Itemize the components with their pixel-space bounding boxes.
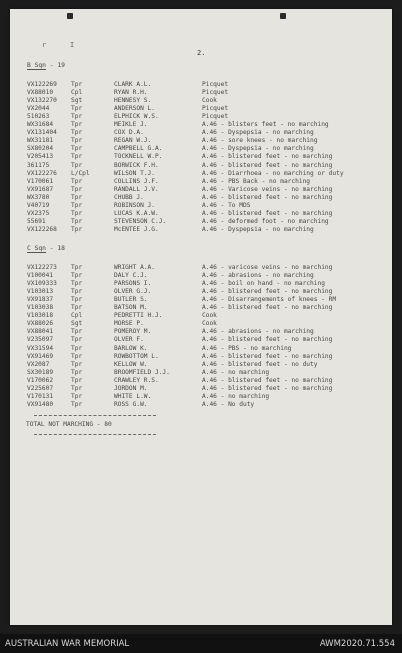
roll-entry <box>10 153 392 161</box>
rank: Cpl <box>71 89 83 97</box>
roll-entry <box>10 162 392 170</box>
rank: Tpr <box>71 153 83 161</box>
service-number: VX109333 <box>27 280 57 288</box>
punch-hole <box>280 13 286 19</box>
soldier-name: CLARK A.L. <box>114 81 152 88</box>
soldier-name: OLVER G.J. <box>114 288 152 296</box>
soldier-name: DALY C.J. <box>114 272 148 280</box>
service-number: 361175 <box>27 161 50 169</box>
status-note: A.46 - Diarrhoea - no marching or duty <box>202 169 344 177</box>
rank: Tpr <box>71 296 83 304</box>
page-number: 2. <box>197 49 206 57</box>
b-squadron-heading <box>27 62 65 69</box>
status-note: A.46 - blistered feet - no marching <box>202 352 333 360</box>
soldier-name: HENNESY S. <box>114 97 152 105</box>
soldier-name: OLVER F. <box>114 336 144 344</box>
total-rule-bottom <box>34 434 156 435</box>
rank: Tpr <box>71 137 83 145</box>
rank: Tpr <box>71 113 83 121</box>
rank: Tpr <box>71 304 83 312</box>
soldier-name: BORWICK F.H. <box>114 161 159 169</box>
roll-entry <box>10 218 392 226</box>
soldier-name: ROWBOTTOM L. <box>114 352 159 360</box>
rank: Tpr <box>71 121 83 129</box>
status-note: A.46 - no marching <box>202 368 270 376</box>
status-note: A.46 - PBS Back - no marching <box>202 177 311 185</box>
rank: Tpr <box>71 328 83 336</box>
service-number: VX2087 <box>27 360 50 368</box>
status-note: A.46 - blistered feet - no duty <box>202 360 318 368</box>
margin-mark: I <box>70 41 75 49</box>
status-note: Cook <box>202 312 217 320</box>
rank: Tpr <box>71 280 83 288</box>
soldier-name: ANDERSON L. <box>114 105 155 113</box>
soldier-name: CHUBB J. <box>114 193 144 201</box>
institution-credit: AUSTRALIAN WAR MEMORIAL <box>5 639 130 649</box>
soldier-name: LUCAS K.A.W. <box>114 209 159 217</box>
soldier-name: KELLOW W. <box>114 360 148 368</box>
total-rule-top <box>34 415 156 416</box>
status-note: Picquet <box>202 89 229 97</box>
service-number: V100041 <box>27 272 54 280</box>
service-number: WX3780 <box>27 193 50 201</box>
roll-entry <box>10 304 392 312</box>
rank: Tpr <box>71 264 83 271</box>
roll-entry <box>10 97 392 105</box>
service-number: V225607 <box>27 384 54 392</box>
status-note: A.46 - Dyspepsia - no marching <box>202 145 314 153</box>
rank: Tpr <box>71 81 83 88</box>
service-number: VX88041 <box>27 328 54 336</box>
status-note: Picquet <box>202 81 229 88</box>
soldier-name: MORSE P. <box>114 320 144 328</box>
rank: Tpr <box>71 209 83 217</box>
service-number: 55691 <box>27 217 46 225</box>
soldier-name: BATSON M. <box>114 304 148 312</box>
soldier-name: REGAN W.J. <box>114 137 152 145</box>
roll-entry <box>10 272 392 280</box>
roll-entry <box>10 145 392 153</box>
service-number: WX31684 <box>27 121 54 129</box>
accession-number: AWM2020.71.554 <box>319 639 395 649</box>
footer-bar <box>0 634 402 653</box>
roll-entry <box>10 320 392 328</box>
status-note: A.46 - blisters feet - no marching <box>202 121 329 129</box>
roll-entry <box>10 385 392 393</box>
status-note: A.46 - blistered feet - no marching <box>202 161 333 169</box>
roll-entry <box>10 129 392 137</box>
service-number: VX91469 <box>27 352 54 360</box>
rank: Tpr <box>71 400 83 408</box>
margin-mark: r <box>42 41 47 49</box>
soldier-name: CAMPBELL G.A. <box>114 145 163 153</box>
rank: L/Cpl <box>71 169 90 177</box>
status-note: A.46 - no marching <box>202 392 270 400</box>
soldier-name: CRAWLEY R.S. <box>114 376 159 384</box>
soldier-name: BARLOW K. <box>114 344 148 352</box>
soldier-name: MEIKLE J. <box>114 121 148 129</box>
roll-entry <box>10 296 392 304</box>
soldier-name: WHITE L.W. <box>114 392 152 400</box>
roll-entry <box>10 105 392 113</box>
rank: Tpr <box>71 145 83 153</box>
c-squadron-heading <box>27 245 65 252</box>
rank: Tpr <box>71 336 83 344</box>
c-squadron-label: C Sqn <box>27 245 46 252</box>
status-note: A.46 - abrasions - no marching <box>202 272 314 280</box>
rank: Tpr <box>71 105 83 113</box>
status-note: A.46 - blistered feet - no marching <box>202 193 333 201</box>
rank: Tpr <box>71 352 83 360</box>
service-number: VX88026 <box>27 320 54 328</box>
soldier-name: POMEROY M. <box>114 328 152 336</box>
status-note: A.46 - blistered feet - no marching <box>202 304 333 312</box>
service-number: V170062 <box>27 376 54 384</box>
soldier-name: PARSONS I. <box>114 280 152 288</box>
status-note: A.46 - blistered feet - no marching <box>202 288 333 296</box>
roll-entry <box>10 361 392 369</box>
status-note: A.46 - blistered feet - no marching <box>202 153 333 161</box>
service-number: VX132270 <box>27 97 57 105</box>
service-number: V103038 <box>27 304 54 312</box>
punch-hole <box>67 13 73 19</box>
roll-entry <box>10 194 392 202</box>
roll-entry <box>10 328 392 336</box>
service-number: V40719 <box>27 201 50 209</box>
service-number: WX31181 <box>27 137 54 145</box>
rank: Tpr <box>71 288 83 296</box>
rank: Tpr <box>71 225 83 233</box>
status-note: A.46 - Dyspepsia - no marching <box>202 225 314 233</box>
roll-entry <box>10 89 392 97</box>
rank: Tpr <box>71 129 83 137</box>
rank: Tpr <box>71 217 83 225</box>
rank: Cpl <box>71 312 83 320</box>
roll-entry <box>10 369 392 377</box>
soldier-name: BROOMFIELD J.J. <box>114 368 170 376</box>
service-number: VX131404 <box>27 129 57 137</box>
roll-entry <box>10 377 392 385</box>
service-number: V103013 <box>27 288 54 296</box>
service-number: V170131 <box>27 392 54 400</box>
service-number: VX2044 <box>27 105 50 113</box>
soldier-name: PEDRETTI H.J. <box>114 312 163 320</box>
service-number: VX122273 <box>27 264 57 271</box>
rank: Tpr <box>71 185 83 193</box>
soldier-name: COX D.A. <box>114 129 144 137</box>
status-note: A.46 - abrasions - no marching <box>202 328 314 336</box>
b-squadron-label: B Sqn <box>27 62 46 69</box>
status-note: A.46 - blistered feet - no marching <box>202 376 333 384</box>
soldier-name: JORDON M. <box>114 384 148 392</box>
status-note: Picquet <box>202 113 229 121</box>
service-number: V103018 <box>27 312 54 320</box>
c-squadron-count: - 18 <box>49 245 65 252</box>
soldier-name: ROBINSON J. <box>114 201 155 209</box>
service-number: SX30189 <box>27 368 54 376</box>
rank: Tpr <box>71 368 83 376</box>
status-note: A.46 - Dyspepsia - no marching <box>202 129 314 137</box>
rank: Tpr <box>71 201 83 209</box>
soldier-name: ROSS G.W. <box>114 400 148 408</box>
rank: Tpr <box>71 193 83 201</box>
roll-entry <box>10 288 392 296</box>
status-note: A.46 - To MDS <box>202 201 251 209</box>
service-number: V170061 <box>27 177 54 185</box>
status-note: A.46 - PBS - no marching <box>202 344 292 352</box>
status-note: A.46 - blistered feet - no marching <box>202 384 333 392</box>
status-note: A.46 - Varicose veins - no marching <box>202 185 333 193</box>
status-note: Cook <box>202 320 217 328</box>
roll-entry <box>10 81 392 89</box>
service-number: VX122276 <box>27 169 57 177</box>
soldier-name: ELPHICK W.S. <box>114 113 159 121</box>
b-squadron-count: - 19 <box>49 62 65 69</box>
status-note: Cook <box>202 97 217 105</box>
service-number: VX91687 <box>27 185 54 193</box>
roll-entry <box>10 264 392 272</box>
roll-entry <box>10 312 392 320</box>
soldier-name: BUTLER S. <box>114 296 148 304</box>
status-note: A.46 - Disarrangements of knees - RM <box>202 296 337 304</box>
rank: Tpr <box>71 392 83 400</box>
status-note: A.46 - blistered feet - no marching <box>202 336 333 344</box>
soldier-name: RANDALL J.V. <box>114 185 159 193</box>
soldier-name: STEVENSON C.J. <box>114 217 167 225</box>
service-number: VX122269 <box>27 81 57 88</box>
service-number: VX122268 <box>27 225 57 233</box>
document-page <box>10 9 392 625</box>
rank: Sgt <box>71 320 83 328</box>
rank: Tpr <box>71 376 83 384</box>
roll-entry <box>10 345 392 353</box>
soldier-name: COLLINS J.F. <box>114 177 159 185</box>
total-not-marching: TOTAL NOT MARCHING - 80 <box>26 421 112 428</box>
service-number: VX91837 <box>27 296 54 304</box>
roll-entry <box>10 353 392 361</box>
roll-entry <box>10 121 392 129</box>
soldier-name: TOCKNELL W.P. <box>114 153 163 161</box>
roll-entry <box>10 178 392 186</box>
rank: Sgt <box>71 97 83 105</box>
status-note: A.46 - boil on hand - no marching <box>202 280 325 288</box>
status-note: A.46 - varicose veins - no marching <box>202 264 333 271</box>
soldier-name: RYAN R.H. <box>114 89 148 97</box>
roll-entry <box>10 137 392 145</box>
roll-entry <box>10 226 392 234</box>
service-number: SX80204 <box>27 145 54 153</box>
status-note: A.46 - deformed foot - no marching <box>202 217 329 225</box>
roll-entry <box>10 186 392 194</box>
rank: Tpr <box>71 272 83 280</box>
rank: Tpr <box>71 344 83 352</box>
service-number: V235097 <box>27 336 54 344</box>
roll-entry <box>10 280 392 288</box>
status-note: A.46 - No duty <box>202 400 255 408</box>
status-note: Picquet <box>202 105 229 113</box>
service-number: VX91480 <box>27 400 54 408</box>
soldier-name: WILSON T.J. <box>114 169 155 177</box>
rank: Tpr <box>71 384 83 392</box>
roll-entry <box>10 401 392 409</box>
roll-entry <box>10 393 392 401</box>
service-number: V205413 <box>27 153 54 161</box>
soldier-name: McENTEE J.G. <box>114 225 159 233</box>
roll-entry <box>10 202 392 210</box>
rank: Tpr <box>71 360 83 368</box>
roll-entry <box>10 170 392 178</box>
service-number: VX31594 <box>27 344 54 352</box>
status-note: A.46 - blistered feet - no marching <box>202 209 333 217</box>
rank: Tpr <box>71 161 83 169</box>
roll-entry <box>10 336 392 344</box>
service-number: 510263 <box>27 113 50 121</box>
roll-entry <box>10 210 392 218</box>
service-number: VX2375 <box>27 209 50 217</box>
rank: Tpr <box>71 177 83 185</box>
service-number: VX88010 <box>27 89 54 97</box>
roll-entry <box>10 113 392 121</box>
soldier-name: WRIGHT A.A. <box>114 264 155 271</box>
status-note: A.46 - sore knees - no marching <box>202 137 318 145</box>
